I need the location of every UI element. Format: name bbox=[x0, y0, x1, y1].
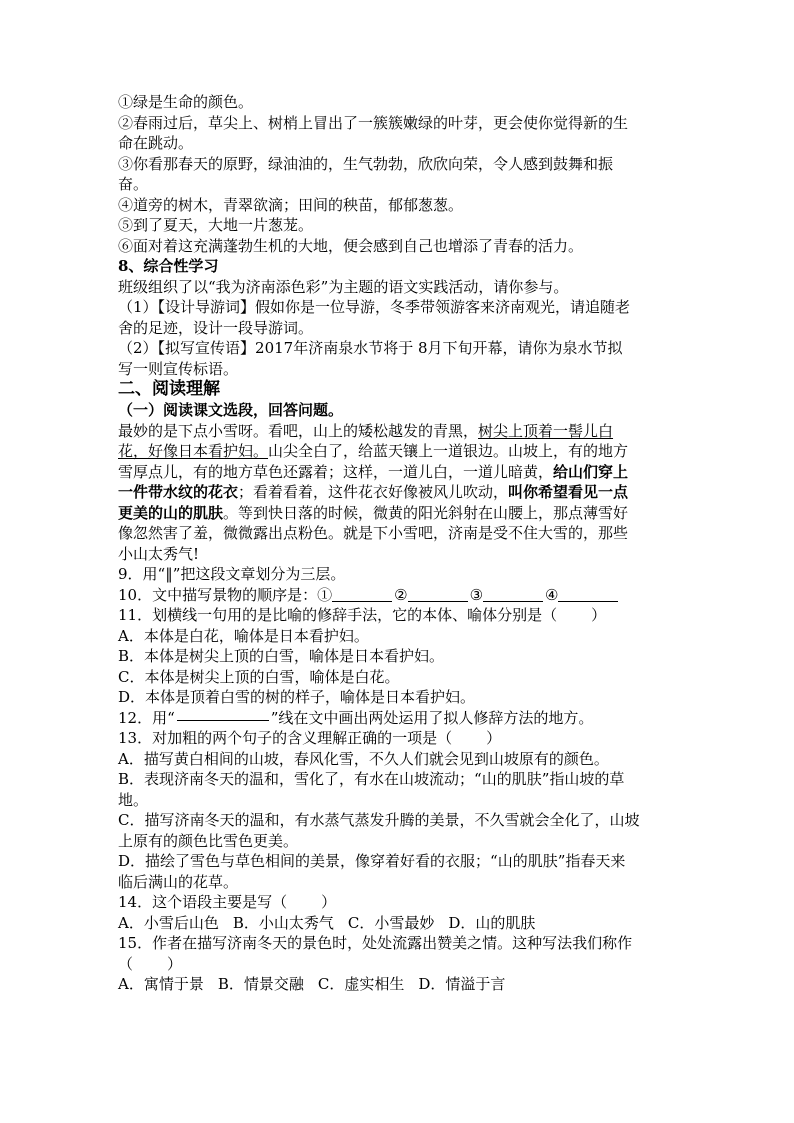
q14-option-d: D．山的肌肤 bbox=[448, 913, 536, 932]
q8-sub1-line1: （1）【设计导游词】假如你是一位导游，冬季带领游客来济南观光，请追随老 bbox=[118, 298, 631, 316]
answer-blank[interactable] bbox=[483, 587, 543, 602]
passage-line-2 bbox=[118, 441, 678, 462]
q14-option-c: C．小雪最妙 bbox=[347, 913, 435, 932]
q15-close: ） bbox=[167, 954, 183, 973]
answer-blank[interactable] bbox=[408, 587, 468, 602]
q13-option-b-line2: 地。 bbox=[118, 790, 149, 809]
underline-sample bbox=[177, 710, 269, 721]
passage-text: 最妙的是下点小雪呀。看吧，山上的矮松越发的青黑， bbox=[118, 421, 479, 440]
passage-line-6: 像忽然害了羞，微微露出点粉色。就是下小雪吧，济南是受不住大雪的，那些 bbox=[118, 524, 629, 542]
q8-title: 8、综合性学习 bbox=[118, 257, 219, 275]
q13-option-b-line1: B．表现济南冬天的温和，雪化了，有水在山坡流动；“山的肌肤”指山坡的草 bbox=[118, 770, 625, 788]
q11-option-d: D．本体是顶着白雪的树的样子，喻体是日本看护妇。 bbox=[118, 688, 476, 706]
q8-sub2-line2: 写一则宣传标语。 bbox=[118, 359, 239, 378]
q10-marker-4: ④ bbox=[545, 585, 559, 604]
sentence-6: ⑥面对着这充满蓬勃生机的大地，便会感到自己也增添了青春的活力。 bbox=[118, 236, 584, 255]
sentence-2-line-1: ②春雨过后，草尖上、树梢上冒出了一簇簇嫩绿的叶芽，更会使你觉得新的生 bbox=[118, 113, 629, 132]
q11-option-c: C．本体是树尖上顶的白雪，喻体是白花。 bbox=[118, 667, 400, 686]
passage-line-4 bbox=[118, 482, 678, 503]
section-2-part1: （一）阅读课文选段，回答问题。 bbox=[118, 401, 344, 419]
answer-blank[interactable] bbox=[332, 587, 392, 602]
q12 bbox=[118, 708, 678, 729]
q8-sub1-line2: 舍的足迹，设计一段导游词。 bbox=[118, 318, 314, 337]
q9: 9．用“‖”把这段文章划分为三层。 bbox=[118, 565, 346, 583]
sentence-1: ①绿是生命的颜色。 bbox=[118, 93, 254, 111]
q10-marker-2: ② bbox=[394, 585, 408, 604]
q10 bbox=[118, 585, 678, 606]
answer-blank[interactable] bbox=[558, 587, 618, 602]
passage-text: 雪厚点儿，有的地方草色还露着；这样，一道儿白，一道儿暗黄， bbox=[118, 462, 554, 481]
passage-line-5 bbox=[118, 503, 678, 524]
q13-option-d-line2: 临后满山的花草。 bbox=[118, 872, 239, 891]
q11-option-a: A．本体是白花，喻体是日本看护妇。 bbox=[118, 626, 369, 645]
q13-option-d-line1: D．描绘了雪色与草色相间的美景，像穿着好看的衣服；“山的肌肤”指春天来 bbox=[118, 852, 626, 870]
q14-option-a: A．小雪后山色 bbox=[118, 913, 219, 932]
q14-stem: 14．这个语段主要是写（ bbox=[118, 893, 288, 911]
q13-option-c-line1: C．描写济南冬天的温和，有水蒸气蒸发升腾的美景，不久雪就会全化了，山坡 bbox=[118, 811, 640, 829]
underlined-sentence: 树尖上顶着一髻儿白 bbox=[478, 421, 614, 440]
q10-stem: 10．文中描写景物的顺序是： bbox=[118, 585, 318, 604]
q12-prefix: 12．用“ bbox=[118, 708, 175, 727]
section-2-title: 二、阅读理解 bbox=[118, 379, 220, 399]
q10-marker-3: ③ bbox=[469, 585, 484, 604]
q13-stem-line bbox=[118, 728, 678, 749]
passage-line-1 bbox=[118, 421, 678, 442]
passage-text: ；看着看着，这件花衣好像被风儿吹动， bbox=[238, 483, 509, 501]
sentence-4: ④道旁的树木，青翠欲滴；田间的秧苗，郁郁葱葱。 bbox=[118, 195, 464, 214]
q12-suffix: ”线在文中画出两处运用了拟人修辞方法的地方。 bbox=[270, 708, 594, 727]
sentence-2-line-2: 命在跳动。 bbox=[118, 134, 194, 152]
q11-stem: 11．划横线一句用的是比喻的修辞手法，它的本体、喻体分别是（ bbox=[118, 606, 558, 624]
q8-sub2-line1: （2）【拟写宣传语】2017年济南泉水节将于 8月下旬开幕，请你为泉水节拟 bbox=[118, 339, 623, 357]
q11-stem-line bbox=[118, 605, 678, 626]
document-page bbox=[118, 92, 678, 995]
q14-option-b: B．小山太秀气 bbox=[232, 913, 334, 932]
q14-close: ） bbox=[321, 893, 337, 911]
passage-text: 山尖全白了，给蓝天镶上一道银边。山坡上，有的地方 bbox=[268, 442, 629, 460]
q13-close: ） bbox=[486, 729, 502, 747]
q13-option-c-line2: 上原有的颜色比雪色更美。 bbox=[118, 831, 299, 850]
passage-text: 。等到快日落的时候，微黄的阳光斜射在山腰上，那点薄雪好 bbox=[223, 503, 629, 522]
q13-option-a: A．描写黄白相间的山坡，春风化雪，不久人们就会见到山坡原有的颜色。 bbox=[118, 749, 609, 768]
q8-intro: 班级组织了以“我为济南添色彩”为主题的语文实践活动，请你参与。 bbox=[118, 277, 569, 296]
q11-close: ） bbox=[591, 606, 607, 624]
bold-sentence-1-end: 一件带水纹的花衣 bbox=[118, 483, 239, 501]
q14-stem-line bbox=[118, 892, 678, 913]
q15-option-b: B．情景交融 bbox=[217, 975, 304, 993]
passage-line-3 bbox=[118, 462, 678, 483]
q14-options bbox=[118, 913, 678, 934]
q15-open: （ bbox=[118, 954, 134, 973]
underlined-sentence-end: 花，好像日本看护妇。 bbox=[118, 442, 269, 460]
q10-marker-1: ① bbox=[317, 585, 333, 604]
sentence-3-line-1: ③你看那春天的原野，绿油油的，生气勃勃，欣欣向荣，令人感到鼓舞和振 bbox=[118, 154, 614, 173]
q13-stem: 13．对加粗的两个句子的含义理解正确的一项是（ bbox=[118, 729, 453, 747]
q11-option-b: B．本体是树尖上顶的白雪，喻体是日本看护妇。 bbox=[118, 647, 445, 665]
sentence-5: ⑤到了夏天，大地一片葱茏。 bbox=[118, 216, 314, 234]
q15-option-c: C．虚实相生 bbox=[317, 975, 405, 993]
q15-option-d: D．情溢于言 bbox=[418, 975, 506, 993]
sentence-3-line-2: 奋。 bbox=[118, 175, 149, 193]
q15-stem: 15．作者在描写济南冬天的景色时，处处流露出赞美之情。这种写法我们称作 bbox=[118, 934, 633, 952]
q15-options bbox=[118, 974, 678, 995]
bold-sentence-2: 叫你希望看见一点 bbox=[508, 483, 629, 501]
bold-sentence-2-end: 更美的山的肌肤 bbox=[118, 503, 224, 522]
q15-option-a: A．寓情于景 bbox=[118, 975, 204, 993]
passage-line-7: 小山太秀气! bbox=[118, 544, 200, 563]
bold-sentence-1: 给山们穿上 bbox=[553, 462, 629, 481]
q15-paren-line bbox=[118, 954, 678, 975]
